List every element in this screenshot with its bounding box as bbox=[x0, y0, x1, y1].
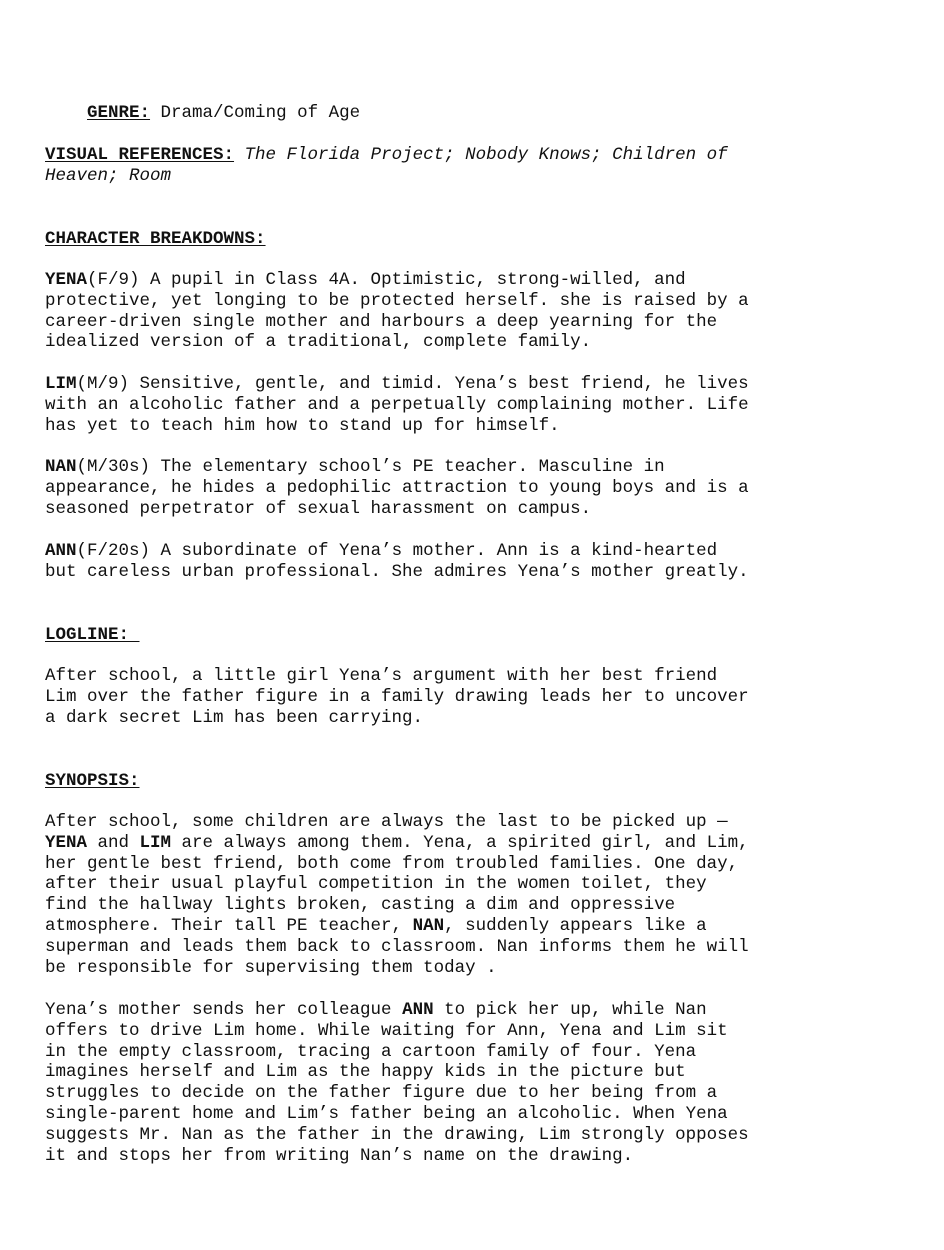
character-description: career-driven single mother and harbours a deep yearning for the bbox=[45, 311, 718, 332]
genre-label: GENRE: bbox=[87, 102, 151, 123]
synopsis-line: her gentle best friend, both come from troubled families. One day, bbox=[45, 853, 739, 874]
logline-line: After school, a little girl Yena’s argument with her best friend bbox=[45, 666, 718, 686]
character-name: ANN bbox=[45, 541, 77, 561]
character-name: YENA bbox=[45, 270, 88, 290]
synopsis-paragraph-2 bbox=[45, 1000, 749, 1166]
character-description: protective, yet longing to be protected herself. she is raised by a bbox=[45, 290, 749, 311]
character-breakdowns-heading: CHARACTER BREAKDOWNS: bbox=[45, 229, 266, 249]
character-name: LIM bbox=[45, 374, 77, 394]
synopsis-line: after their usual playful competition in the women toilet, they bbox=[45, 874, 707, 895]
synopsis-heading: SYNOPSIS: bbox=[45, 771, 140, 791]
logline-heading: LOGLINE: bbox=[45, 625, 140, 645]
character-description: appearance, he hides a pedophilic attraction to young boys and is a bbox=[45, 477, 749, 498]
character-description: (F/9) A pupil in Class 4A. Optimistic, strong-willed, and bbox=[87, 270, 686, 290]
visual-references-label: VISUAL REFERENCES: bbox=[45, 145, 235, 165]
synopsis-line: struggles to decide on the father figure due to her being from a bbox=[45, 1083, 718, 1104]
synopsis-line: After school, some children are always the last to be picked up — bbox=[45, 812, 728, 832]
character-name-ann: ANN bbox=[402, 1000, 434, 1020]
synopsis-text: and bbox=[87, 832, 140, 853]
synopsis-text: to pick her up, while Nan bbox=[433, 1000, 707, 1020]
synopsis-line: find the hallway lights broken, casting a dim and oppressive bbox=[45, 895, 676, 916]
character-name: NAN bbox=[45, 457, 77, 477]
synopsis-line: be responsible for supervising them today . bbox=[45, 957, 497, 978]
character-ann bbox=[45, 541, 749, 583]
synopsis-text: , suddenly appears like a bbox=[444, 915, 707, 936]
character-description: idealized version of a traditional, complete family. bbox=[45, 332, 592, 353]
synopsis-line bbox=[45, 833, 749, 854]
character-name-yena: YENA bbox=[45, 832, 88, 853]
synopsis-line: it and stops her from writing Nan’s name on the drawing. bbox=[45, 1145, 634, 1166]
synopsis-line bbox=[45, 1000, 749, 1021]
synopsis-line: suggests Mr. Nan as the father in the drawing, Lim strongly opposes bbox=[45, 1124, 749, 1145]
synopsis-text: Yena’s mother sends her colleague bbox=[45, 1000, 403, 1020]
character-description: (M/9) Sensitive, gentle, and timid. Yena’s best friend, he lives bbox=[76, 374, 749, 394]
synopsis-line bbox=[45, 916, 749, 937]
character-description: has yet to teach him how to stand up for himself. bbox=[45, 415, 560, 436]
character-description: with an alcoholic father and a perpetually complaining mother. Life bbox=[45, 394, 749, 415]
synopsis-line: in the empty classroom, tracing a cartoon family of four. Yena bbox=[45, 1041, 697, 1062]
logline-line: a dark secret Lim has been carrying. bbox=[45, 707, 424, 728]
genre-value: Drama/Coming of Age bbox=[160, 102, 361, 123]
visual-references-section bbox=[45, 145, 728, 187]
character-name-lim: LIM bbox=[139, 832, 172, 853]
character-lim bbox=[45, 374, 749, 436]
character-description: seasoned perpetrator of sexual harassment on campus. bbox=[45, 498, 592, 519]
logline-line: Lim over the father figure in a family drawing leads her to uncover bbox=[45, 686, 749, 707]
synopsis-text: are always among them. Yena, a spirited girl, and Lim, bbox=[171, 832, 749, 853]
character-description: (F/20s) A subordinate of Yena’s mother. Ann is a kind-hearted bbox=[76, 541, 718, 561]
character-name-nan: NAN bbox=[412, 915, 445, 936]
character-yena bbox=[45, 270, 749, 353]
synopsis-line: offers to drive Lim home. While waiting for Ann, Yena and Lim sit bbox=[45, 1020, 728, 1041]
synopsis-text: atmosphere. Their tall PE teacher, bbox=[45, 915, 413, 936]
synopsis-line: superman and leads them back to classroom. Nan informs them he will bbox=[45, 936, 749, 957]
synopsis-line: single-parent home and Lim’s father being an alcoholic. When Yena bbox=[45, 1103, 728, 1124]
character-description: (M/30s) The elementary school’s PE teacher. Masculine in bbox=[76, 457, 665, 477]
visual-references-value: The Florida Project; Nobody Knows; Children of bbox=[244, 145, 728, 165]
character-nan bbox=[45, 457, 749, 519]
synopsis-paragraph-1 bbox=[45, 812, 749, 978]
genre-line bbox=[45, 82, 360, 144]
visual-references-value-cont: Heaven; Room bbox=[45, 165, 172, 186]
logline-text bbox=[45, 666, 749, 728]
synopsis-line: imagines herself and Lim as the happy kids in the picture but bbox=[45, 1062, 686, 1083]
character-description: but careless urban professional. She admires Yena’s mother greatly. bbox=[45, 561, 749, 582]
